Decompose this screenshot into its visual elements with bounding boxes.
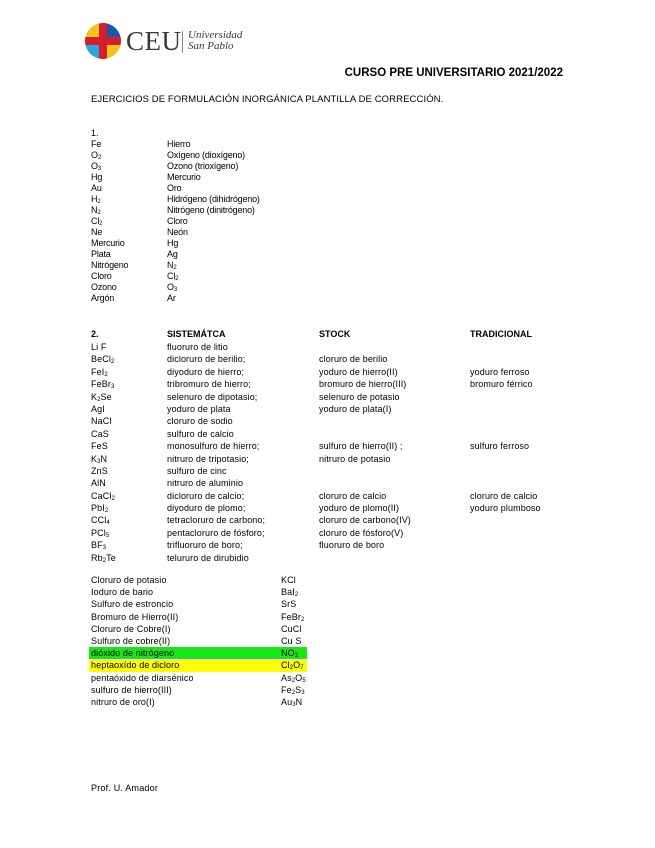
section3-formulas-column: [281, 574, 306, 708]
list-item: yoduro de plata(I): [319, 403, 392, 414]
list-item: fluoruro de litio: [167, 342, 228, 352]
list-item: dicloruro de berilio;: [167, 354, 246, 365]
list-item: cloruro de berilio: [319, 354, 388, 365]
list-item: ZnS: [91, 465, 108, 476]
section2-tradicional-column: [470, 341, 541, 564]
list-item: $Au_3N$: [281, 696, 303, 708]
list-item: [470, 465, 541, 477]
list-item: tetracloruro de carbono;: [167, 515, 266, 526]
ceu-logo-icon: [84, 22, 122, 60]
list-item: Oro: [167, 183, 182, 193]
list-item: Fe: [91, 139, 102, 149]
logo-university-line1: Universidad: [188, 29, 243, 41]
list-item: $O_3$: [167, 282, 177, 293]
course-title: CURSO PRE UNIVERSITARIO 2021/2022: [344, 67, 563, 79]
list-item: bromuro de hierro(III): [319, 379, 407, 390]
list-item: [319, 428, 411, 440]
list-item: KCl: [281, 575, 296, 585]
logo-text: CEU: [126, 26, 182, 56]
list-item: Ioduro de bario: [91, 587, 154, 598]
list-item: dicloruro de calcio;: [167, 490, 245, 501]
list-item: fluoruro de boro: [319, 540, 385, 551]
header-tradicional: TRADICIONAL: [470, 329, 532, 339]
list-item: Mercurio: [91, 238, 125, 248]
list-item: Ag: [167, 249, 178, 259]
list-item: Sulfuro de cobre(II): [91, 635, 171, 646]
header-sistematica: SISTEMÁTCA: [167, 329, 226, 339]
list-item: [470, 453, 541, 465]
list-item: Ne: [91, 227, 103, 237]
list-item: Cloro: [167, 216, 188, 226]
list-item: $O_3$: [91, 161, 101, 172]
list-item: [470, 552, 541, 564]
list-item: $Fe_2S_3$: [281, 684, 305, 696]
list-item: [470, 428, 541, 440]
list-item: Bromuro de Hierro(II): [91, 611, 179, 622]
list-item: pentacloruro de fósforo;: [167, 527, 265, 538]
list-item: Sulfuro de estroncio: [91, 599, 174, 610]
list-item: FeS: [91, 441, 108, 452]
list-item: CaS: [91, 428, 109, 439]
list-item: yoduro de hierro(II): [319, 366, 398, 377]
list-item: Nitrógeno (dinitrógeno): [167, 205, 255, 215]
list-item: cloruro de calcio: [319, 490, 387, 501]
list-item: [470, 403, 541, 415]
list-item: [319, 415, 411, 427]
section2-number: 2.: [91, 329, 99, 339]
list-item: SrS: [281, 599, 297, 610]
list-item: selenuro de dipotasio;: [167, 391, 258, 402]
document-subtitle: EJERCICIOS DE FORMULACIÓN INORGÁNICA PLANTILLA DE CORRECCIÓN.: [91, 94, 444, 105]
list-item: sulfuro de hierro(II) ;: [319, 441, 403, 452]
list-item: pentaóxido de diarsénico: [91, 672, 194, 683]
list-item: cloruro de calcio: [470, 490, 538, 501]
list-item: cloruro de fósforo(V): [319, 527, 404, 538]
list-item: Li F: [91, 342, 107, 352]
list-item: nitruro de aluminio: [167, 478, 244, 489]
list-item: Mercurio: [167, 172, 201, 182]
list-item: Cloro: [91, 271, 112, 281]
list-item: sulfuro de cinc: [167, 465, 227, 476]
list-item: $K_2Se$: [91, 391, 112, 403]
list-item: BeCl$_2$: [91, 354, 115, 366]
list-item: Neón: [167, 227, 188, 237]
section3-names-column: [91, 574, 194, 708]
list-item: trifluoruro de boro;: [167, 540, 243, 551]
list-item: [470, 514, 541, 526]
list-item: $Cl_2$: [91, 216, 103, 227]
list-item: AlN: [91, 478, 106, 489]
list-item: [319, 477, 411, 489]
logo-divider: [182, 31, 183, 53]
list-item: yoduro de plomo(II): [319, 503, 400, 514]
list-item: sulfuro ferroso: [470, 441, 530, 452]
list-item: diyoduro de hierro;: [167, 366, 245, 377]
list-item: Ozono: [91, 282, 117, 292]
list-item: $Cl_2$: [167, 271, 179, 282]
list-item: BaI$_2$: [281, 587, 299, 599]
list-item: nitruro de potasio: [319, 453, 391, 464]
logo-university-name: [188, 30, 242, 52]
list-item: CuCl: [281, 623, 302, 634]
list-item: Ar: [167, 293, 176, 303]
list-item: sulfuro de hierro(III): [91, 684, 172, 695]
list-item: Au: [91, 183, 102, 193]
list-item: NaCl: [91, 416, 112, 427]
list-item: yoduro ferroso: [470, 366, 530, 377]
logo-university-line2: San Pablo: [188, 40, 234, 52]
list-item: $Rb_2Te$: [91, 552, 116, 564]
section2-sistematica-column: [167, 341, 265, 564]
list-item: diyoduro de plomo;: [167, 503, 246, 514]
list-item: CaCl$_2$: [91, 490, 115, 502]
list-item: FeI$_2$: [91, 366, 108, 378]
list-item: [470, 415, 541, 427]
list-item: $NO_2$: [281, 648, 299, 660]
list-item: $Cl_2O_7$: [281, 660, 304, 672]
author-signature: Prof. U. Amador: [91, 783, 159, 793]
list-item: Cloruro de Cobre(I): [91, 623, 171, 634]
list-item: telururo de dirubidio: [167, 552, 249, 563]
list-item: Ozono (trioxígeno): [167, 161, 239, 171]
list-item: $As_2O_5$: [281, 672, 306, 684]
list-item: Cu S: [281, 635, 302, 646]
list-item: $H_2$: [91, 194, 101, 205]
list-item: monosulfuro de hierro;: [167, 441, 260, 452]
list-item: Argón: [91, 293, 115, 303]
section1-right-column: [167, 139, 260, 304]
list-item: Hg: [91, 172, 103, 182]
list-item: yoduro plumboso: [470, 503, 541, 514]
list-item: [319, 552, 411, 564]
list-item: Hierro: [167, 139, 191, 149]
list-item: $N_2$: [91, 205, 101, 216]
list-item: [319, 465, 411, 477]
list-item: CCl$_4$: [91, 515, 110, 527]
list-item: Cloruro de potasio: [91, 575, 167, 585]
list-item: nitruro de tripotasio;: [167, 453, 249, 464]
list-item: Hidrógeno (dihidrógeno): [167, 194, 260, 204]
list-item: bromuro férrico: [470, 379, 533, 390]
list-item: dióxido de nitrógeno: [91, 648, 175, 659]
section2-formula-column: [91, 341, 116, 564]
list-item: PbI$_2$: [91, 503, 109, 515]
list-item: Plata: [91, 249, 111, 259]
list-item: cloruro de sodio: [167, 416, 233, 427]
list-item: $O_2$: [91, 150, 101, 161]
list-item: [470, 539, 541, 551]
list-item: [470, 391, 541, 403]
header-stock: STOCK: [319, 329, 351, 339]
list-item: $N_2$: [167, 260, 177, 271]
list-item: cloruro de carbono(IV): [319, 515, 411, 526]
list-item: Hg: [167, 238, 179, 248]
list-item: tribromuro de hierro;: [167, 379, 251, 390]
list-item: selenuro de potasio: [319, 391, 400, 402]
list-item: FeBr$_2$: [281, 611, 305, 623]
list-item: [319, 341, 411, 353]
list-item: FeBr$_3$: [91, 379, 115, 391]
list-item: sulfuro de calcio: [167, 428, 234, 439]
list-item: $BF_3$: [91, 540, 107, 552]
list-item: nitruro de oro(I): [91, 696, 155, 707]
list-item: Oxígeno (dioxígeno): [167, 150, 245, 160]
list-item: yoduro de plata: [167, 403, 231, 414]
section1-number: 1.: [91, 128, 99, 138]
section2-stock-column: [319, 341, 411, 564]
list-item: Nitrógeno: [91, 260, 129, 270]
list-item: heptaoxído de dicloro: [91, 660, 180, 671]
list-item: AgI: [91, 403, 105, 414]
list-item: [470, 527, 541, 539]
list-item: PCl$_5$: [91, 527, 110, 539]
list-item: [470, 477, 541, 489]
list-item: [470, 341, 541, 353]
list-item: $K_3N$: [91, 453, 108, 465]
list-item: [470, 353, 541, 365]
section1-left-column: [91, 139, 128, 304]
